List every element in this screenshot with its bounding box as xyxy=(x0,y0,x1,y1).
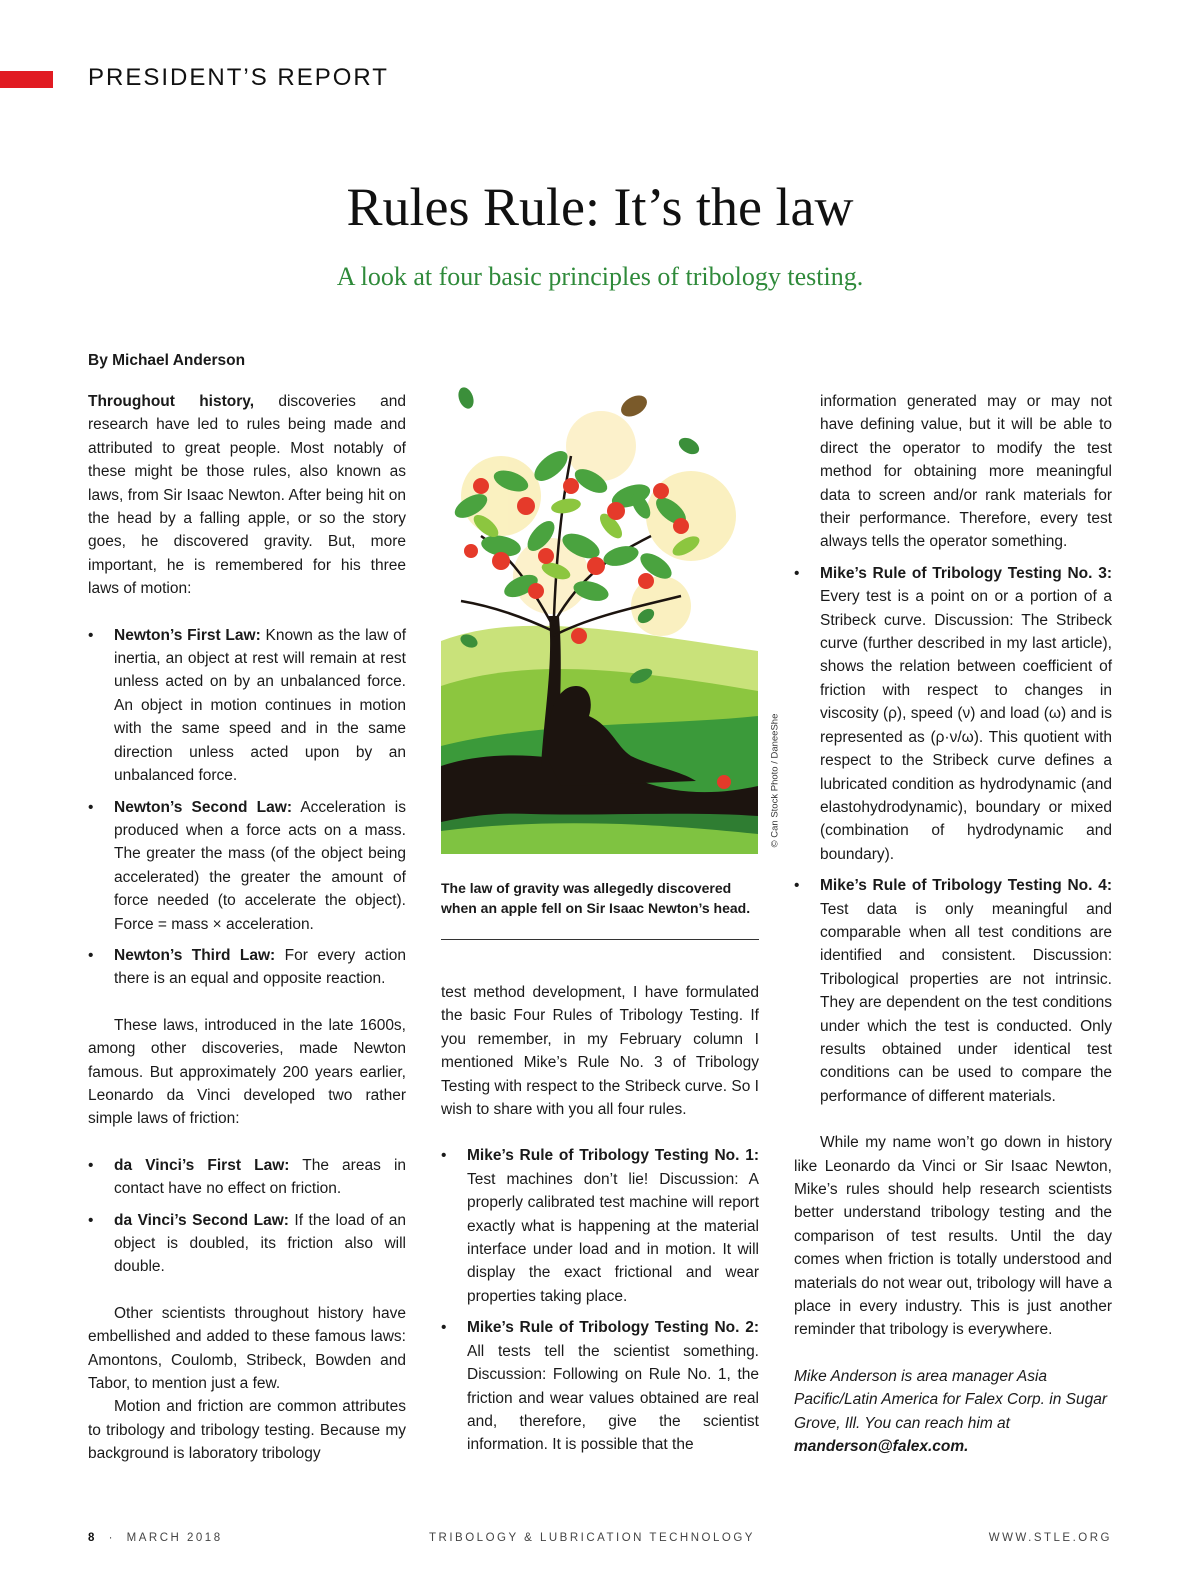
newton-first-law-label: Newton’s First Law: xyxy=(114,626,261,644)
list-item xyxy=(441,1316,759,1456)
author-bio xyxy=(794,1365,1112,1459)
image-caption: The law of gravity was allegedly discovered when an apple fell on Sir Isaac Newton’s head. xyxy=(441,880,751,916)
rule-2-label: Mike’s Rule of Tribology Testing No. 2: xyxy=(467,1319,759,1337)
newton-second-law-text: Acceleration is produced when a force acts on a mass. The greater the mass (of the object being accelerated) the greater the amount of force needed (to accelerate the object). Force = mass × acceleration. xyxy=(114,798,406,933)
author-email[interactable]: manderson@falex.com. xyxy=(794,1438,969,1456)
paragraph: Motion and friction are common attributes to tribology and tribology testing. Because my background is laboratory tribology xyxy=(88,1398,406,1463)
rule-4-label: Mike’s Rule of Tribology Testing No. 4: xyxy=(820,877,1112,895)
rule-1-label: Mike’s Rule of Tribology Testing No. 1: xyxy=(467,1147,759,1165)
list-item xyxy=(441,1144,759,1308)
davinci-laws-list xyxy=(88,1154,406,1279)
mikes-rules-list-1 xyxy=(441,1144,759,1456)
list-item xyxy=(88,944,406,991)
intro-text: discoveries and research have led to rules being made and attributed to great people. Most notably of these might be those rules, also known as laws, from Sir Isaac Newton. After being hit on the head by a falling apple, or so the story goes, he discovered gravity. But, more important, he is remembered for his three laws of motion: xyxy=(88,393,406,598)
photo-credit: © Can Stock Photo / DaneeShe xyxy=(769,713,781,848)
davinci-second-law-label: da Vinci’s Second Law: xyxy=(114,1211,289,1229)
apple-tree-illustration xyxy=(441,386,758,854)
website-link[interactable]: WWW.STLE.ORG xyxy=(988,1532,1112,1544)
paragraph: While my name won’t go down in history like Leonardo da Vinci or Sir Isaac Newton, Mike’s rules should help research scientists better understand tribology testing and the comparison of test results. Until the day comes when friction is totally understood and materials do not wear out, tribology will have a place in every industry. This is just another reminder that tribology is everywhere. xyxy=(794,1134,1112,1339)
caption-divider xyxy=(441,939,759,940)
rule-3-label: Mike’s Rule of Tribology Testing No. 3: xyxy=(820,564,1112,582)
newton-second-law-label: Newton’s Second Law: xyxy=(114,798,292,816)
list-item xyxy=(88,796,406,936)
column-3 xyxy=(794,390,1112,1458)
paragraph: These laws, introduced in the late 1600s, among other discoveries, made Newton famous. But approximately 200 years earlier, Leonardo da Vinci developed two rather simple laws of friction: xyxy=(88,1016,406,1128)
issue-date: MARCH 2018 xyxy=(126,1532,223,1544)
list-item xyxy=(88,624,406,788)
list-item xyxy=(794,562,1112,866)
mikes-rules-list-2 xyxy=(794,562,1112,1108)
paragraph: test method development, I have formulated the basic Four Rules of Tribology Testing. If you remember, in my February column I mentioned Mike’s Rule No. 3 of Tribology Testing with respect to the Stribeck curve. So I wish to share with you all four rules. xyxy=(441,984,759,1119)
rule-3-text: Every test is a point on or a portion of a Stribeck curve. Discussion: The Stribeck curve (further described in my last article), shows the relation between coefficient of friction with respect to changes in viscosity (ρ), speed (ν) and load (ω) and is represented as (ρ·ν/ω). This quotient with respect to the Stribeck curve defines a lubricated condition as hydrodynamic (and elastohydrodynamic), boundary or mixed (combination of hydrodynamic and boundary). xyxy=(820,588,1112,863)
section-label: PRESIDENT’S REPORT xyxy=(88,64,389,91)
paragraph: information generated may or may not have defining value, but it will be able to direct the operator to modify the test method for obtaining more meaningful data to screen and/or rank materials for their performance. Therefore, every test always tells the operator something. xyxy=(820,393,1112,551)
rule-4-text: Test data is only meaningful and comparable when all test conditions are identified and consistent. Discussion: Tribological properties are not intrinsic. They are dependent on the test conditions under which the test is conducted. Only results obtained under identical test conditions can be used to compare the performance of different materials. xyxy=(820,900,1112,1105)
page-number: 8 xyxy=(88,1532,97,1544)
author-bio-text: Mike Anderson is area manager Asia Pacific/Latin America for Falex Corp. in Sugar Grove, Ill. You can reach him at xyxy=(794,1367,1107,1432)
list-item xyxy=(88,1154,406,1201)
list-item xyxy=(88,1209,406,1279)
rule-2-text: All tests tell the scientist something. Discussion: Following on Rule No. 1, the friction and wear values obtained are real and, therefore, give the scientist information. It is possible that the xyxy=(467,1342,759,1454)
section-color-bar xyxy=(0,71,53,88)
column-2 xyxy=(441,981,759,1457)
intro-paragraph xyxy=(88,390,406,601)
newton-third-law-label: Newton’s Third Law: xyxy=(114,946,276,964)
davinci-first-law-text: The areas in contact have no effect on friction. xyxy=(114,1156,407,1198)
paragraph: Other scientists throughout history have embellished and added to these famous laws: Amontons, Coulomb, Stribeck, Bowden and Tabor, to mention just a few. xyxy=(88,1304,406,1393)
newton-first-law-text: Known as the law of inertia, an object at rest will remain at rest unless acted on by an unbalanced force. An object in motion continues in motion with the same speed and in the same direction unless acted upon by an unbalanced force. xyxy=(114,626,407,785)
newton-laws-list xyxy=(88,624,406,991)
publication-name: TRIBOLOGY & LUBRICATION TECHNOLOGY xyxy=(429,1532,755,1544)
rule-1-text: Test machines don’t lie! Discussion: A properly calibrated test machine will report exactly what is happening at the material interface under load and in motion. It will display the exact frictional and wear properties taking place. xyxy=(467,1170,759,1305)
newton-third-law-text: For every action there is an equal and opposite reaction. xyxy=(114,946,406,988)
column-1 xyxy=(88,390,406,1466)
davinci-second-law-text: If the load of an object is doubled, its friction also will double. xyxy=(114,1211,406,1276)
davinci-first-law-label: da Vinci’s First Law: xyxy=(114,1156,290,1174)
intro-lead: Throughout history, xyxy=(88,393,255,410)
article-title: Rules Rule: It’s the law xyxy=(346,177,854,237)
footer-separator: · xyxy=(108,1532,115,1544)
list-item xyxy=(794,874,1112,1108)
byline: By Michael Anderson xyxy=(88,352,246,369)
article-subtitle: A look at four basic principles of tribology testing. xyxy=(336,262,864,291)
